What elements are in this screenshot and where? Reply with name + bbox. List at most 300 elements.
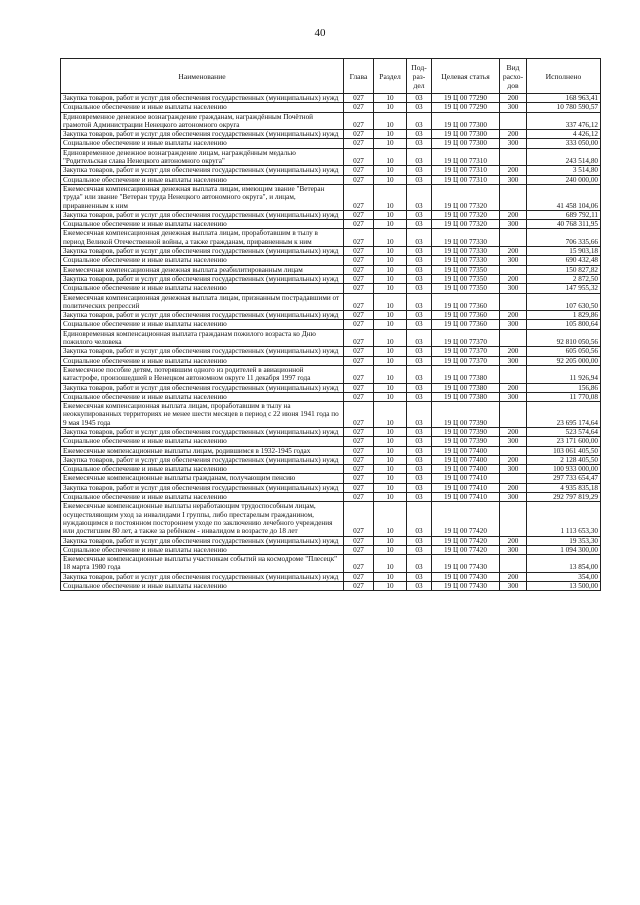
row-section: 10 — [374, 210, 407, 219]
row-subsection: 03 — [407, 112, 432, 130]
row-name: Закупка товаров, работ и услуг для обеспечения государственных (муниципальных) нужд — [61, 483, 344, 492]
table-row — [61, 175, 601, 184]
row-article: 19 Ц 00 77330 — [432, 256, 500, 265]
row-amount: 23 171 600,00 — [527, 437, 601, 446]
row-article: 19 Ц 00 77380 — [432, 383, 500, 392]
table-row — [61, 311, 601, 320]
page-number: 40 — [314, 27, 326, 39]
row-name: Единовременная компенсационная выплата гражданам пожилого возраста ко Дню пожилого человека — [61, 329, 344, 347]
row-expense-type: 200 — [500, 247, 527, 256]
row-name: Социальное обеспечение и иные выплаты населению — [61, 256, 344, 265]
header-chapter: Глава — [344, 59, 374, 94]
row-article: 19 Ц 00 77390 — [432, 402, 500, 428]
row-article: 19 Ц 00 77350 — [432, 284, 500, 293]
row-name: Закупка товаров, работ и услуг для обеспечения государственных (муниципальных) нужд — [61, 210, 344, 219]
row-article: 19 Ц 00 77290 — [432, 94, 500, 103]
table-row — [61, 446, 601, 455]
row-chapter: 027 — [344, 446, 374, 455]
row-name: Ежемесячные компенсационные выплаты гражданам, получающим пенсию — [61, 474, 344, 483]
row-subsection: 03 — [407, 320, 432, 329]
row-section: 10 — [374, 483, 407, 492]
row-subsection: 03 — [407, 284, 432, 293]
row-amount: 292 797 819,29 — [527, 493, 601, 502]
row-section: 10 — [374, 220, 407, 229]
row-name: Закупка товаров, работ и услуг для обеспечения государственных (муниципальных) нужд — [61, 311, 344, 320]
row-article: 19 Ц 00 77380 — [432, 365, 500, 383]
row-section: 10 — [374, 402, 407, 428]
row-section: 10 — [374, 311, 407, 320]
row-article: 19 Ц 00 77320 — [432, 210, 500, 219]
row-chapter: 027 — [344, 166, 374, 175]
table-row — [61, 293, 601, 311]
row-article: 19 Ц 00 77320 — [432, 184, 500, 210]
row-subsection: 03 — [407, 446, 432, 455]
row-amount: 107 630,50 — [527, 293, 601, 311]
table-row — [61, 465, 601, 474]
row-name: Социальное обеспечение и иные выплаты населению — [61, 320, 344, 329]
row-expense-type: 300 — [500, 493, 527, 502]
row-subsection: 03 — [407, 572, 432, 581]
row-expense-type: 200 — [500, 347, 527, 356]
row-name: Социальное обеспечение и иные выплаты населению — [61, 175, 344, 184]
row-name: Социальное обеспечение и иные выплаты населению — [61, 465, 344, 474]
row-chapter: 027 — [344, 383, 374, 392]
table-body — [61, 94, 601, 591]
row-chapter: 027 — [344, 545, 374, 554]
row-section: 10 — [374, 383, 407, 392]
row-section: 10 — [374, 555, 407, 573]
row-amount: 243 514,80 — [527, 148, 601, 166]
row-subsection: 03 — [407, 247, 432, 256]
row-chapter: 027 — [344, 256, 374, 265]
row-amount: 523 574,64 — [527, 427, 601, 436]
row-subsection: 03 — [407, 103, 432, 112]
row-expense-type — [500, 329, 527, 347]
row-section: 10 — [374, 356, 407, 365]
row-subsection: 03 — [407, 139, 432, 148]
row-subsection: 03 — [407, 220, 432, 229]
row-chapter: 027 — [344, 148, 374, 166]
row-section: 10 — [374, 347, 407, 356]
row-name: Социальное обеспечение и иные выплаты населению — [61, 284, 344, 293]
row-chapter: 027 — [344, 265, 374, 274]
row-expense-type: 300 — [500, 392, 527, 401]
row-chapter: 027 — [344, 184, 374, 210]
row-subsection: 03 — [407, 474, 432, 483]
table-row — [61, 166, 601, 175]
row-expense-type — [500, 229, 527, 247]
row-subsection: 03 — [407, 437, 432, 446]
table-row — [61, 493, 601, 502]
row-subsection: 03 — [407, 536, 432, 545]
row-expense-type — [500, 112, 527, 130]
row-amount: 690 432,48 — [527, 256, 601, 265]
row-expense-type: 300 — [500, 465, 527, 474]
row-section: 10 — [374, 139, 407, 148]
table-row — [61, 329, 601, 347]
row-name: Закупка товаров, работ и услуг для обеспечения государственных (муниципальных) нужд — [61, 572, 344, 581]
row-amount: 103 061 405,50 — [527, 446, 601, 455]
row-amount: 150 827,82 — [527, 265, 601, 274]
row-subsection: 03 — [407, 493, 432, 502]
row-chapter: 027 — [344, 247, 374, 256]
row-section: 10 — [374, 536, 407, 545]
table-row — [61, 284, 601, 293]
row-amount: 1 829,86 — [527, 311, 601, 320]
row-chapter: 027 — [344, 130, 374, 139]
row-subsection: 03 — [407, 356, 432, 365]
row-expense-type — [500, 265, 527, 274]
row-name: Социальное обеспечение и иные выплаты населению — [61, 545, 344, 554]
header-section: Раздел — [374, 59, 407, 94]
row-section: 10 — [374, 329, 407, 347]
row-amount: 11 770,08 — [527, 392, 601, 401]
row-amount: 23 695 174,64 — [527, 402, 601, 428]
row-article: 19 Ц 00 77290 — [432, 103, 500, 112]
table-row — [61, 455, 601, 464]
row-chapter: 027 — [344, 320, 374, 329]
row-amount: 10 780 590,57 — [527, 103, 601, 112]
row-section: 10 — [374, 247, 407, 256]
row-expense-type: 200 — [500, 455, 527, 464]
row-expense-type: 300 — [500, 220, 527, 229]
row-subsection: 03 — [407, 582, 432, 591]
row-amount: 11 926,94 — [527, 365, 601, 383]
row-expense-type: 200 — [500, 311, 527, 320]
row-article: 19 Ц 00 77330 — [432, 229, 500, 247]
table-row — [61, 139, 601, 148]
row-article: 19 Ц 00 77390 — [432, 437, 500, 446]
row-amount: 2 872,50 — [527, 274, 601, 283]
row-name: Ежемесячная компенсационная денежная выплата лицам, имеющим звание "Ветеран труда" или звание "Ветеран труда Ненецкого автономного округа", и лицам, приравненным к ним — [61, 184, 344, 210]
row-subsection: 03 — [407, 94, 432, 103]
row-article: 19 Ц 00 77400 — [432, 465, 500, 474]
row-subsection: 03 — [407, 311, 432, 320]
row-article: 19 Ц 00 77360 — [432, 320, 500, 329]
row-chapter: 027 — [344, 572, 374, 581]
table-row — [61, 220, 601, 229]
header-article: Целевая статья — [432, 59, 500, 94]
row-section: 10 — [374, 175, 407, 184]
row-name: Единовременное денежное вознаграждение гражданам, награждённым Почётной грамотой Администрации Ненецкого автономного округа — [61, 112, 344, 130]
row-name: Закупка товаров, работ и услуг для обеспечения государственных (муниципальных) нужд — [61, 427, 344, 436]
row-subsection: 03 — [407, 148, 432, 166]
row-expense-type: 200 — [500, 427, 527, 436]
row-name: Ежемесячные компенсационные выплаты неработающим трудоспособным лицам, осуществляющим уход за инвалидами I группы, либо престарелым гражданином, нуждающимся в постоянном постороннем уходе по заключению лечебного учреждения или достигшим 80 лет, а также за ребёнком - инвалидом в возрасте до 18 лет — [61, 502, 344, 536]
row-expense-type: 300 — [500, 284, 527, 293]
header-executed: Исполнено — [527, 59, 601, 94]
table-row — [61, 256, 601, 265]
row-subsection: 03 — [407, 347, 432, 356]
row-section: 10 — [374, 265, 407, 274]
row-section: 10 — [374, 166, 407, 175]
row-name: Социальное обеспечение и иные выплаты населению — [61, 139, 344, 148]
row-name: Социальное обеспечение и иные выплаты населению — [61, 582, 344, 591]
row-name: Ежемесячные компенсационные выплаты участникам событий на космодроме "Плесецк" 18 марта 1980 года — [61, 555, 344, 573]
row-expense-type — [500, 293, 527, 311]
table-header — [61, 59, 601, 94]
table-row — [61, 365, 601, 383]
row-section: 10 — [374, 274, 407, 283]
row-section: 10 — [374, 455, 407, 464]
row-chapter: 027 — [344, 356, 374, 365]
row-expense-type — [500, 446, 527, 455]
row-section: 10 — [374, 437, 407, 446]
row-article: 19 Ц 00 77430 — [432, 582, 500, 591]
row-chapter: 027 — [344, 347, 374, 356]
table-row — [61, 437, 601, 446]
row-amount: 147 955,32 — [527, 284, 601, 293]
table-row — [61, 582, 601, 591]
row-section: 10 — [374, 465, 407, 474]
row-subsection: 03 — [407, 427, 432, 436]
row-name: Закупка товаров, работ и услуг для обеспечения государственных (муниципальных) нужд — [61, 94, 344, 103]
row-name: Единовременное денежное вознаграждение лицам, награждённым медалью "Родительская слава Ненецкого автономного округа" — [61, 148, 344, 166]
row-amount: 706 335,66 — [527, 229, 601, 247]
row-article: 19 Ц 00 77300 — [432, 112, 500, 130]
row-amount: 3 514,80 — [527, 166, 601, 175]
row-chapter: 027 — [344, 229, 374, 247]
row-section: 10 — [374, 572, 407, 581]
row-chapter: 027 — [344, 455, 374, 464]
row-amount: 4 935 835,18 — [527, 483, 601, 492]
row-chapter: 027 — [344, 311, 374, 320]
row-expense-type: 200 — [500, 383, 527, 392]
row-section: 10 — [374, 474, 407, 483]
row-subsection: 03 — [407, 229, 432, 247]
row-section: 10 — [374, 229, 407, 247]
row-amount: 100 933 000,00 — [527, 465, 601, 474]
table-row — [61, 94, 601, 103]
row-amount: 689 792,11 — [527, 210, 601, 219]
row-name: Социальное обеспечение и иные выплаты населению — [61, 220, 344, 229]
row-chapter: 027 — [344, 502, 374, 536]
row-section: 10 — [374, 446, 407, 455]
row-name: Закупка товаров, работ и услуг для обеспечения государственных (муниципальных) нужд — [61, 536, 344, 545]
row-article: 19 Ц 00 77420 — [432, 502, 500, 536]
row-article: 19 Ц 00 77420 — [432, 545, 500, 554]
row-expense-type: 300 — [500, 256, 527, 265]
table-row — [61, 112, 601, 130]
table-row — [61, 184, 601, 210]
table-row — [61, 483, 601, 492]
row-expense-type: 200 — [500, 536, 527, 545]
row-chapter: 027 — [344, 284, 374, 293]
row-expense-type: 200 — [500, 166, 527, 175]
row-expense-type: 200 — [500, 130, 527, 139]
row-amount: 40 768 311,95 — [527, 220, 601, 229]
row-amount: 605 050,56 — [527, 347, 601, 356]
table-row — [61, 474, 601, 483]
row-expense-type: 300 — [500, 356, 527, 365]
row-chapter: 027 — [344, 437, 374, 446]
row-amount: 168 963,41 — [527, 94, 601, 103]
row-subsection: 03 — [407, 274, 432, 283]
row-article: 19 Ц 00 77430 — [432, 572, 500, 581]
table-row — [61, 502, 601, 536]
table-row — [61, 555, 601, 573]
row-section: 10 — [374, 320, 407, 329]
row-chapter: 027 — [344, 582, 374, 591]
row-chapter: 027 — [344, 139, 374, 148]
row-name: Закупка товаров, работ и услуг для обеспечения государственных (муниципальных) нужд — [61, 130, 344, 139]
row-amount: 13 500,00 — [527, 582, 601, 591]
row-amount: 2 128 405,50 — [527, 455, 601, 464]
row-section: 10 — [374, 365, 407, 383]
row-expense-type: 300 — [500, 103, 527, 112]
row-subsection: 03 — [407, 383, 432, 392]
row-amount: 15 903,18 — [527, 247, 601, 256]
row-name: Ежемесячное пособие детям, потерявшим одного из родителей в авиационной катастрофе, произошедшей в Ненецком автономном округе 11 декабря 1997 года — [61, 365, 344, 383]
row-subsection: 03 — [407, 392, 432, 401]
row-name: Закупка товаров, работ и услуг для обеспечения государственных (муниципальных) нужд — [61, 274, 344, 283]
row-expense-type: 300 — [500, 545, 527, 554]
row-subsection: 03 — [407, 455, 432, 464]
row-section: 10 — [374, 184, 407, 210]
row-subsection: 03 — [407, 402, 432, 428]
table-row — [61, 347, 601, 356]
row-expense-type: 200 — [500, 483, 527, 492]
row-article: 19 Ц 00 77390 — [432, 427, 500, 436]
row-article: 19 Ц 00 77310 — [432, 166, 500, 175]
row-amount: 41 458 104,06 — [527, 184, 601, 210]
row-section: 10 — [374, 148, 407, 166]
row-amount: 105 800,64 — [527, 320, 601, 329]
row-chapter: 027 — [344, 112, 374, 130]
row-article: 19 Ц 00 77360 — [432, 311, 500, 320]
row-expense-type: 200 — [500, 274, 527, 283]
row-subsection: 03 — [407, 329, 432, 347]
row-amount: 1 094 300,00 — [527, 545, 601, 554]
row-article: 19 Ц 00 77370 — [432, 347, 500, 356]
row-article: 19 Ц 00 77310 — [432, 148, 500, 166]
row-article: 19 Ц 00 77320 — [432, 220, 500, 229]
row-chapter: 027 — [344, 555, 374, 573]
row-amount: 337 476,12 — [527, 112, 601, 130]
row-name: Ежемесячная компенсационная денежная выплата реабилитированным лицам — [61, 265, 344, 274]
row-name: Социальное обеспечение и иные выплаты населению — [61, 392, 344, 401]
row-amount: 156,86 — [527, 383, 601, 392]
row-amount: 19 353,30 — [527, 536, 601, 545]
row-name: Ежемесячная компенсационная денежная выплата лицам, проработавшим в тылу в период Великой Отечественной войны, а также гражданам, приравненным к ним — [61, 229, 344, 247]
row-subsection: 03 — [407, 465, 432, 474]
row-section: 10 — [374, 427, 407, 436]
table-row — [61, 210, 601, 219]
row-subsection: 03 — [407, 166, 432, 175]
table-row — [61, 427, 601, 436]
row-section: 10 — [374, 112, 407, 130]
row-article: 19 Ц 00 77380 — [432, 392, 500, 401]
row-chapter: 027 — [344, 103, 374, 112]
row-chapter: 027 — [344, 365, 374, 383]
row-subsection: 03 — [407, 175, 432, 184]
row-section: 10 — [374, 582, 407, 591]
table-row — [61, 392, 601, 401]
row-section: 10 — [374, 502, 407, 536]
row-amount: 354,00 — [527, 572, 601, 581]
table-row — [61, 274, 601, 283]
row-chapter: 027 — [344, 402, 374, 428]
row-subsection: 03 — [407, 483, 432, 492]
row-name: Закупка товаров, работ и услуг для обеспечения государственных (муниципальных) нужд — [61, 347, 344, 356]
row-section: 10 — [374, 256, 407, 265]
row-section: 10 — [374, 392, 407, 401]
row-expense-type: 200 — [500, 94, 527, 103]
table-row — [61, 545, 601, 554]
header-row — [61, 59, 601, 94]
row-amount: 92 205 000,00 — [527, 356, 601, 365]
row-article: 19 Ц 00 77350 — [432, 265, 500, 274]
row-amount: 333 050,00 — [527, 139, 601, 148]
row-name: Социальное обеспечение и иные выплаты населению — [61, 103, 344, 112]
row-expense-type: 200 — [500, 572, 527, 581]
budget-table — [60, 58, 601, 591]
table-row — [61, 383, 601, 392]
row-name: Социальное обеспечение и иные выплаты населению — [61, 437, 344, 446]
table-row — [61, 536, 601, 545]
row-article: 19 Ц 00 77410 — [432, 493, 500, 502]
table-row — [61, 148, 601, 166]
table-row — [61, 356, 601, 365]
row-section: 10 — [374, 293, 407, 311]
row-amount: 4 426,12 — [527, 130, 601, 139]
row-subsection: 03 — [407, 130, 432, 139]
table-row — [61, 572, 601, 581]
row-section: 10 — [374, 94, 407, 103]
row-chapter: 027 — [344, 465, 374, 474]
row-expense-type — [500, 402, 527, 428]
row-article: 19 Ц 00 77310 — [432, 175, 500, 184]
row-article: 19 Ц 00 77370 — [432, 329, 500, 347]
row-subsection: 03 — [407, 293, 432, 311]
table-row — [61, 320, 601, 329]
row-name: Закупка товаров, работ и услуг для обеспечения государственных (муниципальных) нужд — [61, 383, 344, 392]
row-section: 10 — [374, 130, 407, 139]
row-chapter: 027 — [344, 293, 374, 311]
row-expense-type: 300 — [500, 320, 527, 329]
row-subsection: 03 — [407, 265, 432, 274]
row-article: 19 Ц 00 77300 — [432, 130, 500, 139]
row-article: 19 Ц 00 77400 — [432, 446, 500, 455]
row-section: 10 — [374, 103, 407, 112]
table-row — [61, 265, 601, 274]
row-chapter: 027 — [344, 210, 374, 219]
row-chapter: 027 — [344, 94, 374, 103]
row-chapter: 027 — [344, 483, 374, 492]
table-row — [61, 130, 601, 139]
row-section: 10 — [374, 284, 407, 293]
row-expense-type: 300 — [500, 175, 527, 184]
row-article: 19 Ц 00 77430 — [432, 555, 500, 573]
row-expense-type: 300 — [500, 582, 527, 591]
row-article: 19 Ц 00 77360 — [432, 293, 500, 311]
table-row — [61, 229, 601, 247]
row-section: 10 — [374, 545, 407, 554]
row-chapter: 027 — [344, 493, 374, 502]
row-chapter: 027 — [344, 427, 374, 436]
row-chapter: 027 — [344, 274, 374, 283]
row-expense-type — [500, 184, 527, 210]
table-row — [61, 103, 601, 112]
row-article: 19 Ц 00 77400 — [432, 455, 500, 464]
row-amount: 297 733 654,47 — [527, 474, 601, 483]
row-name: Ежемесячная компенсационная выплата лицам, проработавшим в тылу на неоккупированных территориях не менее шести месяцев в период с 22 июня 1941 года по 9 мая 1945 года — [61, 402, 344, 428]
row-subsection: 03 — [407, 365, 432, 383]
row-article: 19 Ц 00 77410 — [432, 474, 500, 483]
row-amount: 1 113 653,30 — [527, 502, 601, 536]
row-article: 19 Ц 00 77330 — [432, 247, 500, 256]
row-name: Социальное обеспечение и иные выплаты населению — [61, 356, 344, 365]
